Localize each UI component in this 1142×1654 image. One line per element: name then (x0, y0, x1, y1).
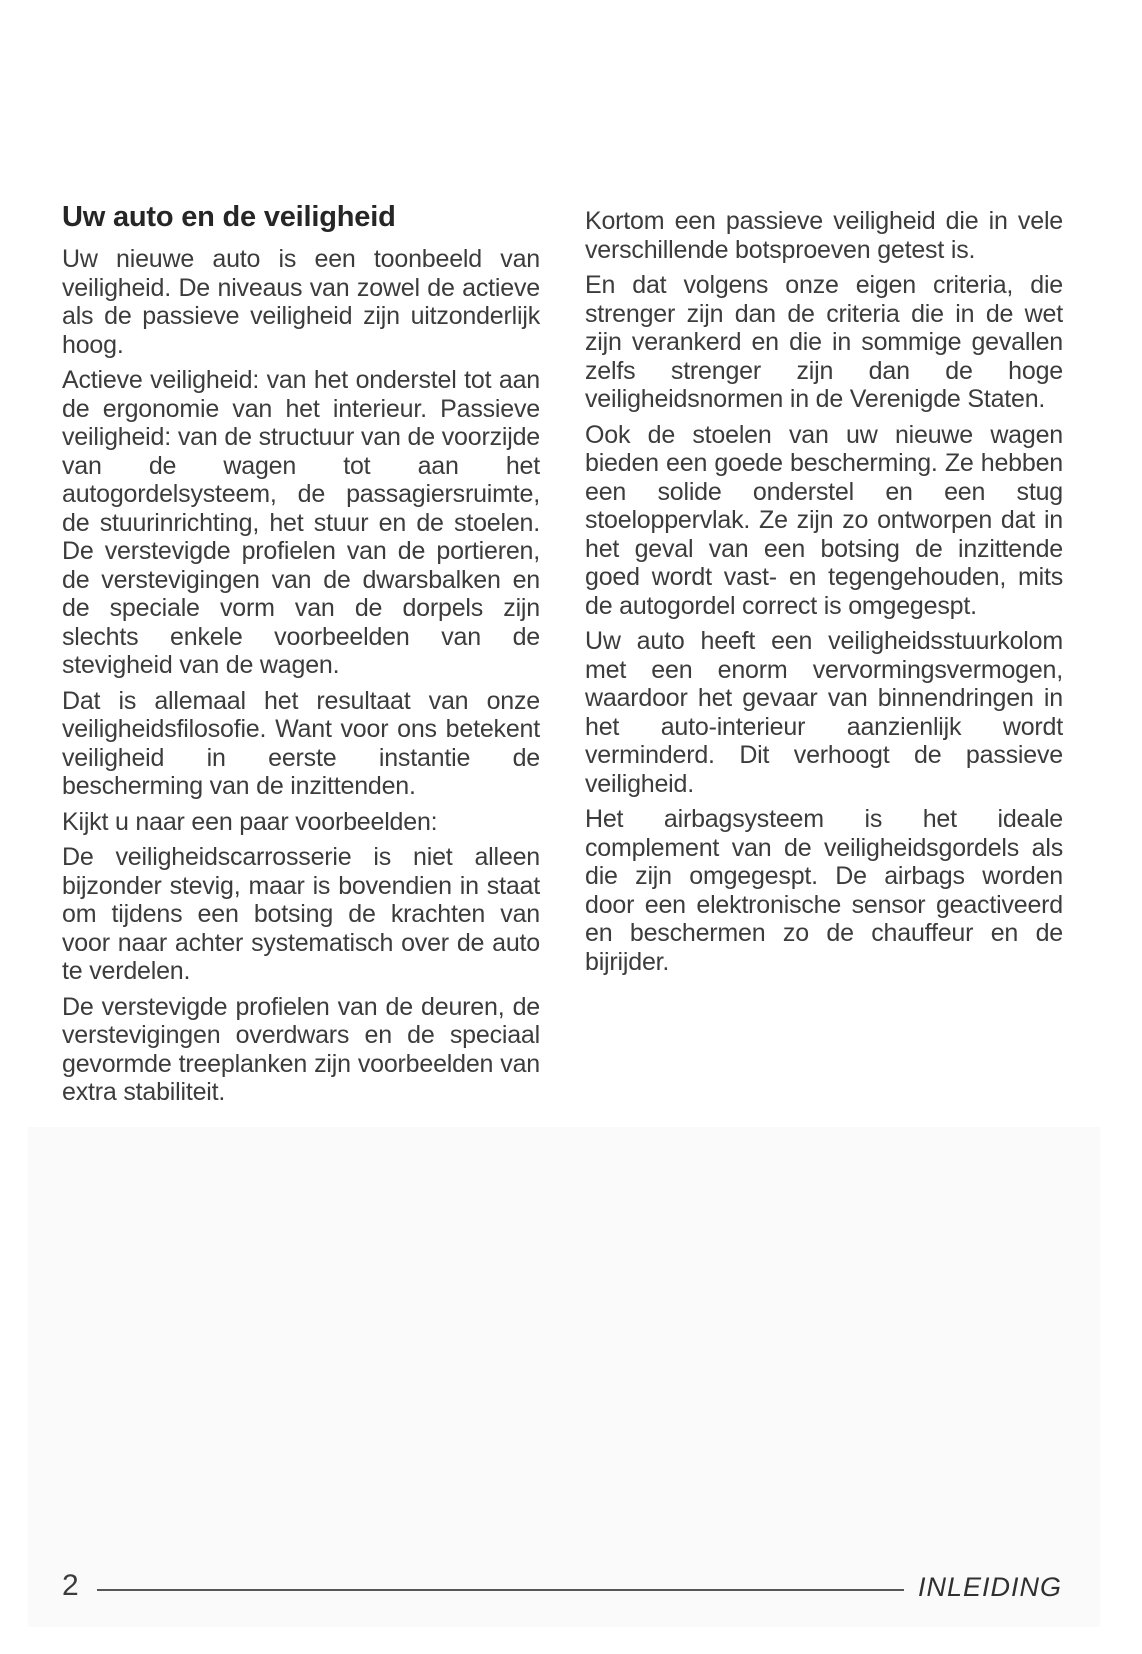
left-column (62, 200, 540, 1107)
body-paragraph: Ook de stoelen van uw nieuwe wagen bieden een goede bescherming. Ze hebben een solide onderstel en een stug stoeloppervlak. Ze zijn zo ontworpen dat in het geval van een botsing de inzittende goed wordt vast- en tegengehouden, mits de autogordel correct is omgegespt. (585, 420, 1063, 620)
body-paragraph: De veiligheidscarrosserie is niet alleen bijzonder stevig, maar is bovendien in staat om tijdens een botsing de krachten van voor naar achter systematisch over de auto te verdelen. (62, 843, 540, 985)
body-paragraph: Kijkt u naar een paar voorbeelden: (62, 807, 438, 836)
right-column (585, 207, 1063, 976)
body-paragraph: Het airbagsysteem is het ideale complement van de veiligheidsgordels als die zijn omgegespt. De airbags worden door een elektronische sensor geactiveerd en beschermen zo de chauffeur en de bijrijder. (585, 805, 1063, 976)
body-paragraph: De verstevigde profielen van de deuren, de verstevigingen overdwars en de speciaal gevormde treeplanken zijn voorbeelden van extra stabiliteit. (62, 992, 540, 1106)
section-heading: Uw auto en de veiligheid (62, 201, 396, 233)
body-paragraph: En dat volgens onze eigen criteria, die strenger zijn dan de criteria die in de wet zijn verankerd en die in sommige gevallen zelfs strenger zijn dan de hoge veiligheidsnormen in de Verenigde Staten. (585, 271, 1063, 413)
body-paragraph: Dat is allemaal het resultaat van onze veiligheidsfilosofie. Want voor ons betekent veiligheid in eerste instantie de bescherming van de inzittenden. (62, 686, 540, 800)
body-paragraph: Uw nieuwe auto is een toonbeeld van veiligheid. De niveaus van zowel de actieve als de passieve veiligheid zijn uitzonderlijk hoog. (62, 245, 540, 359)
page-number: 2 (62, 1569, 79, 1602)
scan-background-panel (28, 1127, 1100, 1627)
page-footer (62, 1568, 1062, 1602)
body-paragraph: Uw auto heeft een veiligheidsstuurkolom met een enorm vervormingsvermogen, waardoor het gevaar van binnendringen in het auto-interieur aanzienlijk wordt verminderd. Dit verhoogt de passieve veiligheid. (585, 627, 1063, 798)
footer-rule (97, 1589, 904, 1591)
body-paragraph: Actieve veiligheid: van het onderstel tot aan de ergonomie van het interieur. Passieve veiligheid: van de structuur van de voorzijde van de wagen tot aan het autogordelsysteem, de passagiersruimte, de stuurinrichting, het stuur en de stoelen. De verstevigde profielen van de portieren, de verstevigingen van de dwarsbalken en de speciale vorm van de dorpels zijn slechts enkele voorbeelden van de stevigheid van de wagen. (62, 366, 540, 679)
section-label: INLEIDING (917, 1572, 1062, 1602)
body-paragraph: Kortom een passieve veiligheid die in vele verschillende botsproeven getest is. (585, 207, 1063, 264)
